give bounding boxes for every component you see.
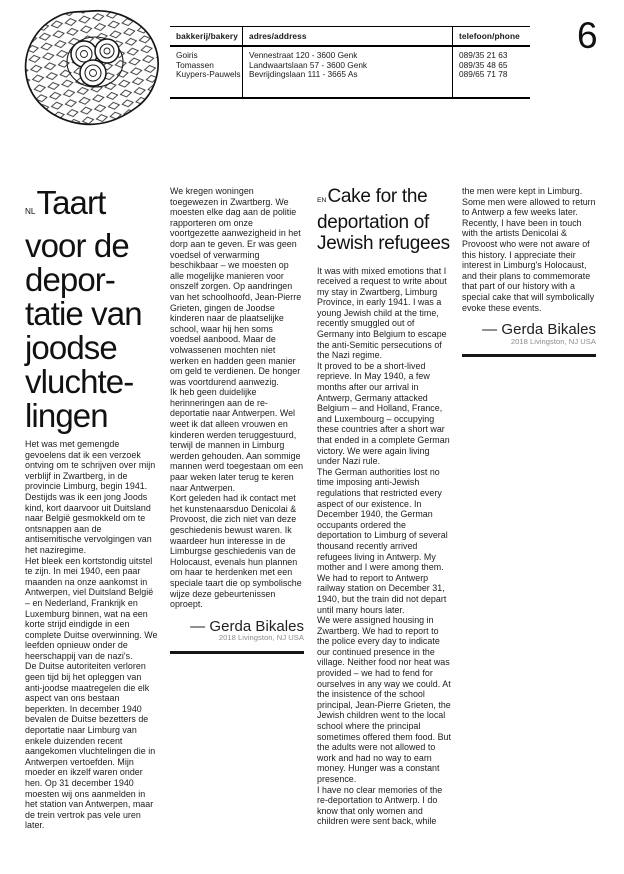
paragraph-en: I have no clear memories of the re-deportation to Antwerp. I do know that only women and children were sent back, while — [317, 784, 443, 827]
title-line: joodse — [25, 329, 117, 366]
table-cell-address: Bevrijdingslaan 111 - 3665 As — [249, 69, 358, 80]
divider-rule — [170, 651, 304, 654]
table-cell-phone: 089/35 48 65 — [459, 59, 508, 70]
cake-illustration — [16, 4, 168, 140]
title-line: NLTaart — [25, 184, 106, 221]
signature-block-en — [462, 321, 596, 347]
column-en-1 — [317, 186, 451, 827]
paragraph-en: It was with mixed emotions that I received a request to write about my stay in Zwartberg, Limburg Province, in early 1941. I was a young Jewish child at the time, recently smuggled out of Germany into Belgium to escape the anti-Semitic persecutions of the Nazi regime. — [317, 265, 447, 361]
signature-name: — Gerda Bikales — [190, 617, 304, 635]
title-line: deportation of — [317, 211, 429, 233]
paragraph-nl: Het was met gemengde gevoelens dat ik een verzoek ontving om te schrijven over mijn verblijf in Zwartberg, in de provincie Limburg, begin 1941. Destijds was ik een jong Joods kind, kort daarvoor uit Duitsland naar België gesmokkeld om te ontsnappen aan de antisemitische vervolgingen van het naziregime. — [25, 439, 156, 555]
title-line: voor de — [25, 227, 129, 264]
column-nl-1 — [25, 186, 159, 831]
divider-rule — [462, 354, 596, 357]
bakery-table-column-phone — [452, 27, 530, 97]
table-header-bakery: bakkerij/bakery — [170, 27, 242, 47]
signature-location: 2018 Livingston, NJ USA — [510, 336, 596, 346]
table-header-address: adres/address — [243, 27, 452, 47]
page-number: 6 — [577, 15, 597, 56]
paragraph-en: It proved to be a short-lived reprieve. In May 1940, a few months after our arrival in Antwerp, Germany attacked Belgium – and Holland, France, and Luxembourg – occupying these countries after a short war that ended in a complete German victory. We were again living under Nazi rule. — [317, 360, 450, 467]
language-tag-nl: NL — [25, 207, 36, 216]
title-line: vluchte- — [25, 363, 134, 400]
paragraph-en: The German authorities lost no time imposing anti-Jewish regulations that restricted every aspect of our existence. In December 1940, the German occupants ordered the deportation to Limburg of several thousand recently arrived refugees living in Antwerp. My mother and I were among them. We had to report to Antwerp railway station on December 31, 1940, but the train did not depart until many hours later. — [317, 466, 448, 615]
table-cell-address: Landwaartslaan 57 - 3600 Genk — [249, 59, 368, 70]
table-cell-bakery: Goiris — [176, 50, 198, 60]
title-line: tatie van — [25, 295, 142, 332]
table-header-phone: telefoon/phone — [453, 27, 530, 47]
title-line: depor- — [25, 261, 115, 298]
bakery-table — [170, 26, 530, 99]
paragraph-nl: We kregen woningen toegewezen in Zwartberg. We moesten elke dag aan de politie rapporteren om onze voortgezette aanwezigheid in het dorp aan te geven. Er was geen voedsel of verwarming beschikbaar – we moesten op alle mogelijke manieren voor onszelf zorgen. Op aandringen van het schoolhoofd, Jean-Pierre Grieten, gingen de Joodse kinderen naar de plaatselijke school, waar hij hen soms voedsel aanbood. Maar de volwassenen mochten niet werken en hadden geen manier om geld te verdienen. De honger was voortdurend aanwezig. — [170, 186, 302, 387]
column-en-2 — [462, 186, 596, 357]
bakery-table-column-address — [242, 27, 452, 97]
paragraph-nl: Kort geleden had ik contact met het kunstenaarsduo Denicolai & Provoost, die zich niet van deze geschiedenis bewust waren. Ik waardeer hun interesse in de Limburgse geschiedenis van de Holocaust, evenals hun plannen om haar te herdenken met een speciale taart die op symbolische wijze deze gebeurtenissen oproept. — [170, 493, 302, 610]
signature-location: 2018 Livingston, NJ USA — [218, 633, 304, 643]
table-cell-address: Vennestraat 120 - 3600 Genk — [249, 50, 358, 60]
table-cell-bakery: Kuypers-Pauwels — [176, 69, 241, 80]
paragraph-en: We were assigned housing in Zwartberg. We had to report to the police every day to indicate our continued presence in the village. Neither food nor heat was provided – we had to fend for ourselves in any way we could. At the insistence of the school principal, Jean-Pierre Grieten, the Jewish children went to the local school where the principal sometimes offered them food. But the adults were not allowed to work and had no way to earn money. Hunger was a constant presence. — [317, 615, 451, 784]
column-nl-2 — [170, 186, 304, 654]
paragraph-nl: De Duitse autoriteiten verloren geen tijd bij het opleggen van anti-joodse maatregelen die elk aspect van ons bestaan beperkten. In december 1940 bevalen de Duitse bezetters de deportatie naar Limburg van enkele duizenden recent aangekomen vluchtelingen die in Antwerpen vertoefden. Mijn moeder en ikzelf waren onder hen. Op 31 december 1940 moesten wij ons aanmelden in het station van Antwerpen, maar de trein vertrok pas vele uren later. — [25, 661, 156, 831]
language-tag-en: EN — [317, 197, 327, 204]
bakery-table-column-bakery — [170, 27, 242, 97]
signature-block-nl — [170, 617, 304, 644]
table-cell-bakery: Tomassen — [176, 59, 214, 70]
paragraph-nl: Het bleek een kortstondig uitstel te zijn. In mei 1940, een paar maanden na onze aankomst in Antwerpen, viel Duitsland België – en Nederland, Frankrijk en Luxemburg binnen, wat na een korte strijd eindigde in een complete Duitse overwinning. We leefden opnieuw onder de heerschappij van de nazi's. — [25, 555, 158, 661]
table-cell-phone: 089/65 71 78 — [459, 69, 508, 80]
article-title-en — [317, 186, 451, 255]
paragraph-nl: Ik heb geen duidelijke herinneringen aan de re-deportatie naar Antwerpen. Wel weet ik dat alleen vrouwen en kinderen werden teruggestuurd, terwijl de mannen in Limburg werden gehouden. Aan sommige mannen werd toegestaan om een paar weken later terug te keren naar Antwerpen. — [170, 387, 304, 493]
table-cell-phone: 089/35 21 63 — [459, 50, 508, 60]
article-title-nl — [25, 186, 159, 433]
signature-name: — Gerda Bikales — [482, 321, 596, 339]
title-line: lingen — [25, 397, 108, 434]
paragraph-en: Recently, I have been in touch with the artists Denicolai & Provoost who were not aware of this history. I appreciate their interest in Limburg's Holocaust, and their plans to commemorate that part of our history with a special cake that will symbolically evoke these events. — [462, 217, 595, 313]
paragraph-en: the men were kept in Limburg. Some men were allowed to return to Antwerp a few weeks later. — [462, 186, 596, 218]
title-line: ENCake for the — [317, 186, 428, 207]
title-line: Jewish refugees — [317, 233, 450, 254]
